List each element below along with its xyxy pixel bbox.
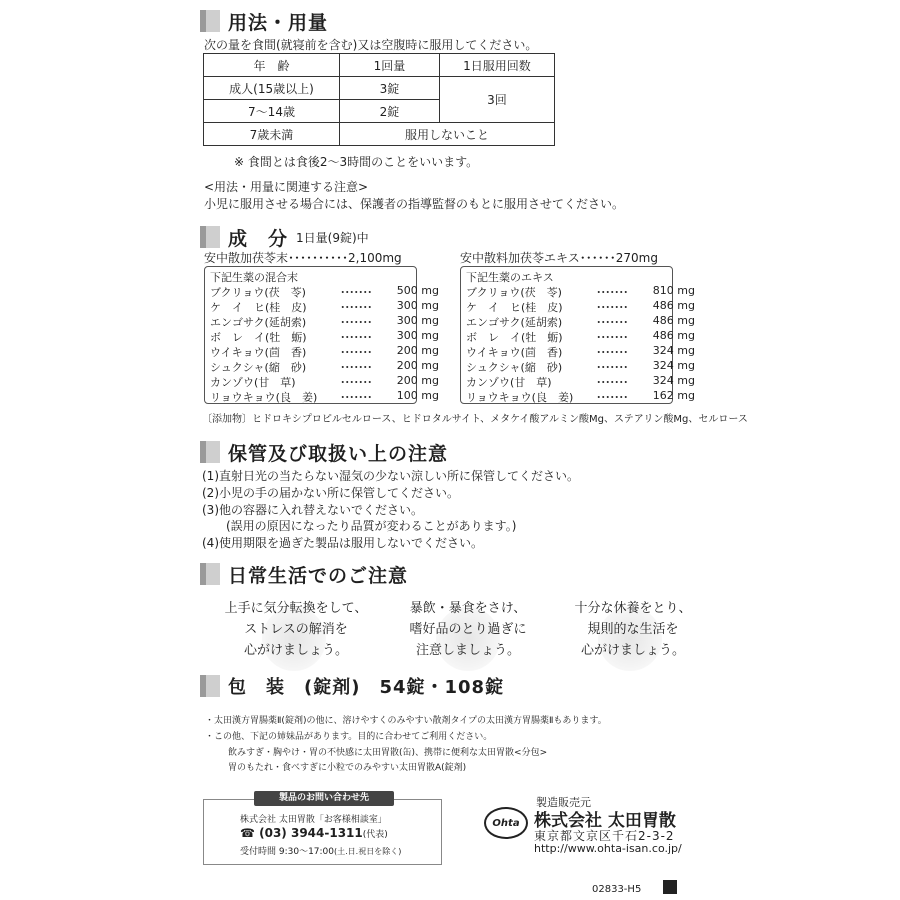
left-box-title: 下記生薬の混合末 (210, 271, 298, 284)
ingredient-name: ボ レ イ(牡 蛎) (466, 331, 563, 344)
ingredient-name: ブクリョウ(茯 苓) (466, 286, 562, 299)
storage-item: (4)使用期限を過ぎた製品は服用しないでください。 (202, 536, 484, 550)
phone-icon: ☎ (240, 826, 260, 840)
ingredient-name: エンゴサク(延胡索) (466, 316, 563, 329)
ingredient-row (210, 359, 439, 375)
header-dose: 1回量 (340, 54, 440, 77)
ingredient-dots: ･･･････ (340, 346, 372, 359)
right-box-title: 下記生薬のエキス (466, 271, 554, 284)
ingredient-name: ボ レ イ(牡 蛎) (210, 331, 307, 344)
heading-marker (200, 10, 220, 32)
header-age: 年 齢 (204, 54, 340, 77)
ohta-logo-icon: Ohta (484, 807, 528, 839)
ingredient-amount: 100 mg (396, 389, 439, 402)
ingredient-dots: ･･･････ (340, 301, 372, 314)
package-note: 胃のもたれ・食べすぎに小粒でのみやすい太田胃散A(錠剤) (228, 763, 467, 773)
ingredient-row (210, 299, 439, 315)
ingredient-name: カンゾウ(甘 草) (210, 376, 296, 389)
dosage-note: ※ 食間とは食後2〜3時間のことをいいます。 (234, 155, 479, 169)
ingredient-dots: ･･･････ (340, 376, 372, 389)
ingredient-amount: 486 mg (652, 299, 695, 312)
ingredient-amount: 162 mg (652, 389, 695, 402)
table-row (204, 77, 555, 100)
ingredient-name: シュクシャ(縮 砂) (466, 361, 563, 374)
package-note: ・この他、下記の姉妹品があります。目的に合わせてご利用ください。 (205, 732, 493, 742)
ingredient-dots: ･･･････ (596, 301, 628, 314)
maker-company: 株式会社 太田胃散 (534, 811, 676, 831)
left-total: 安中散加茯苓末･･････････2,100mg (204, 251, 402, 265)
dosage-table (203, 53, 555, 146)
ingredient-name: リョウキョウ(良 姜) (210, 391, 318, 404)
package-note: ・太田漢方胃腸薬Ⅱ(錠剤)の他に、溶けやすくのみやすい散剤タイプの太田漢方胃腸薬Ⅱもあります。 (205, 716, 607, 726)
ingredient-row (210, 389, 439, 405)
heading-marker (200, 441, 220, 463)
ingredients-subheading: 1日量(9錠)中 (296, 230, 369, 245)
storage-item: (3)他の容器に入れ替えないでください。 (202, 503, 423, 517)
ingredient-amount: 200 mg (396, 374, 439, 387)
ingredient-row (466, 284, 695, 300)
contact-phone: (03) 3944-1311 (259, 826, 363, 840)
ingredient-amount: 200 mg (396, 359, 439, 372)
ingredient-row (466, 314, 695, 330)
heading-marker (200, 226, 220, 248)
ingredient-row (466, 389, 695, 405)
advice-stress: 上手に気分転換をして、 ストレスの解消を 心がけましょう。 (224, 601, 368, 658)
ingredient-row (210, 314, 439, 330)
storage-item: (誤用の原因になったり品質が変わることがあります。) (202, 519, 517, 533)
corner-mark (663, 880, 677, 894)
ingredient-amount: 300 mg (396, 314, 439, 327)
ingredient-row (466, 299, 695, 315)
ingredient-amount: 324 mg (652, 374, 695, 387)
storage-item: (2)小児の手の届かない所に保管してください。 (202, 486, 459, 500)
ingredient-amount: 324 mg (652, 344, 695, 357)
times-cell: 3回 (440, 77, 555, 123)
table-row (204, 123, 555, 146)
contact-hours: 受付時間 9:30〜17:00 (240, 847, 335, 857)
ingredient-row (466, 329, 695, 345)
maker-role: 製造販売元 (536, 796, 591, 809)
ingredient-row (210, 374, 439, 390)
dosage-intro: 次の量を食間(就寝前を含む)又は空腹時に服用してください。 (204, 38, 538, 52)
ingredient-dots: ･･･････ (596, 331, 628, 344)
ingredient-row (466, 374, 695, 390)
maker-url[interactable]: http://www.ohta-isan.co.jp/ (534, 842, 682, 855)
package-heading: 包 装 (錠剤) 54錠・108錠 (200, 673, 504, 699)
ingredients-heading: 成 分 1日量(9錠)中 (200, 224, 369, 250)
advice-rest: 十分な休養をとり、 規則的な生活を 心がけましょう。 (574, 601, 692, 658)
ingredient-name: リョウキョウ(良 姜) (466, 391, 574, 404)
age-cell: 7〜14歳 (204, 100, 340, 123)
ingredient-row (466, 359, 695, 375)
dose-cell: 3錠 (340, 77, 440, 100)
contact-hours-line (240, 844, 401, 857)
dose-cell: 2錠 (340, 100, 440, 123)
ingredient-row (466, 344, 695, 360)
ingredient-dots: ･･･････ (340, 331, 372, 344)
daily-heading: 日常生活でのご注意 (200, 561, 408, 587)
ingredient-amount: 500 mg (396, 284, 439, 297)
right-total: 安中散料加茯苓エキス･･････270mg (460, 251, 658, 265)
ingredient-name: ケ イ ヒ(桂 皮) (210, 301, 307, 314)
ingredient-dots: ･･･････ (340, 361, 372, 374)
storage-item: (1)直射日光の当たらない湿気の少ない涼しい所に保管してください。 (202, 469, 580, 483)
ingredient-dots: ･･･････ (340, 286, 372, 299)
ingredient-dots: ･･･････ (340, 316, 372, 329)
ingredient-row (210, 329, 439, 345)
ingredient-dots: ･･･････ (596, 346, 628, 359)
ingredient-amount: 486 mg (652, 329, 695, 342)
ingredient-amount: 200 mg (396, 344, 439, 357)
ingredient-amount: 324 mg (652, 359, 695, 372)
not-allowed-cell: 服用しないこと (340, 123, 555, 146)
ingredient-dots: ･･･････ (596, 316, 628, 329)
product-code: 02833-H5 (592, 884, 642, 895)
ingredient-dots: ･･･････ (596, 391, 628, 404)
ingredient-name: カンゾウ(甘 草) (466, 376, 552, 389)
contact-hours-note: (土.日.祝日を除く) (334, 847, 402, 856)
additives-text: 〔添加物〕ヒドロキシプロピルセルロース、ヒドロタルサイト、メタケイ酸アルミン酸Mg、ステアリン酸Mg、セルロース (202, 414, 748, 425)
caution-title: <用法・用量に関連する注意> (204, 180, 369, 194)
heading-marker (200, 675, 220, 697)
ingredient-dots: ･･･････ (596, 376, 628, 389)
header-times: 1日服用回数 (440, 54, 555, 77)
ingredient-row (210, 344, 439, 360)
maker-address: 東京都文京区千石2-3-2 (534, 829, 675, 843)
contact-title: 製品のお問い合わせ先 (254, 791, 394, 806)
contact-phone-note: (代表) (362, 830, 388, 840)
ingredient-amount: 300 mg (396, 329, 439, 342)
ingredient-dots: ･･･････ (340, 391, 372, 404)
ingredient-name: エンゴサク(延胡索) (210, 316, 307, 329)
ingredient-amount: 486 mg (652, 314, 695, 327)
table-header-row (204, 54, 555, 77)
ingredient-row (210, 284, 439, 300)
contact-phone-line (240, 826, 388, 840)
heading-marker (200, 563, 220, 585)
age-cell: 成人(15歳以上) (204, 77, 340, 100)
advice-diet: 暴飲・暴食をさけ、 嗜好品のとり過ぎに 注意しましょう。 (409, 601, 527, 658)
storage-heading: 保管及び取扱い上の注意 (200, 439, 448, 465)
contact-box (203, 793, 442, 865)
caution-text: 小児に服用させる場合には、保護者の指導監督のもとに服用させてください。 (204, 197, 625, 211)
ingredient-amount: 810 mg (652, 284, 695, 297)
ingredient-name: ケ イ ヒ(桂 皮) (466, 301, 563, 314)
ingredient-name: シュクシャ(縮 砂) (210, 361, 307, 374)
ingredient-name: ブクリョウ(茯 苓) (210, 286, 306, 299)
ingredient-name: ウイキョウ(茴 香) (210, 346, 307, 359)
age-cell: 7歳未満 (204, 123, 340, 146)
dosage-heading: 用法・用量 (200, 8, 328, 34)
ingredient-name: ウイキョウ(茴 香) (466, 346, 563, 359)
ingredient-dots: ･･･････ (596, 361, 628, 374)
package-note: 飲みすぎ・胸やけ・胃の不快感に太田胃散(缶)、携帯に便利な太田胃散<分包> (228, 748, 548, 758)
contact-desk: 株式会社 太田胃散「お客様相談室」 (240, 815, 387, 825)
ingredient-amount: 300 mg (396, 299, 439, 312)
ingredient-dots: ･･･････ (596, 286, 628, 299)
